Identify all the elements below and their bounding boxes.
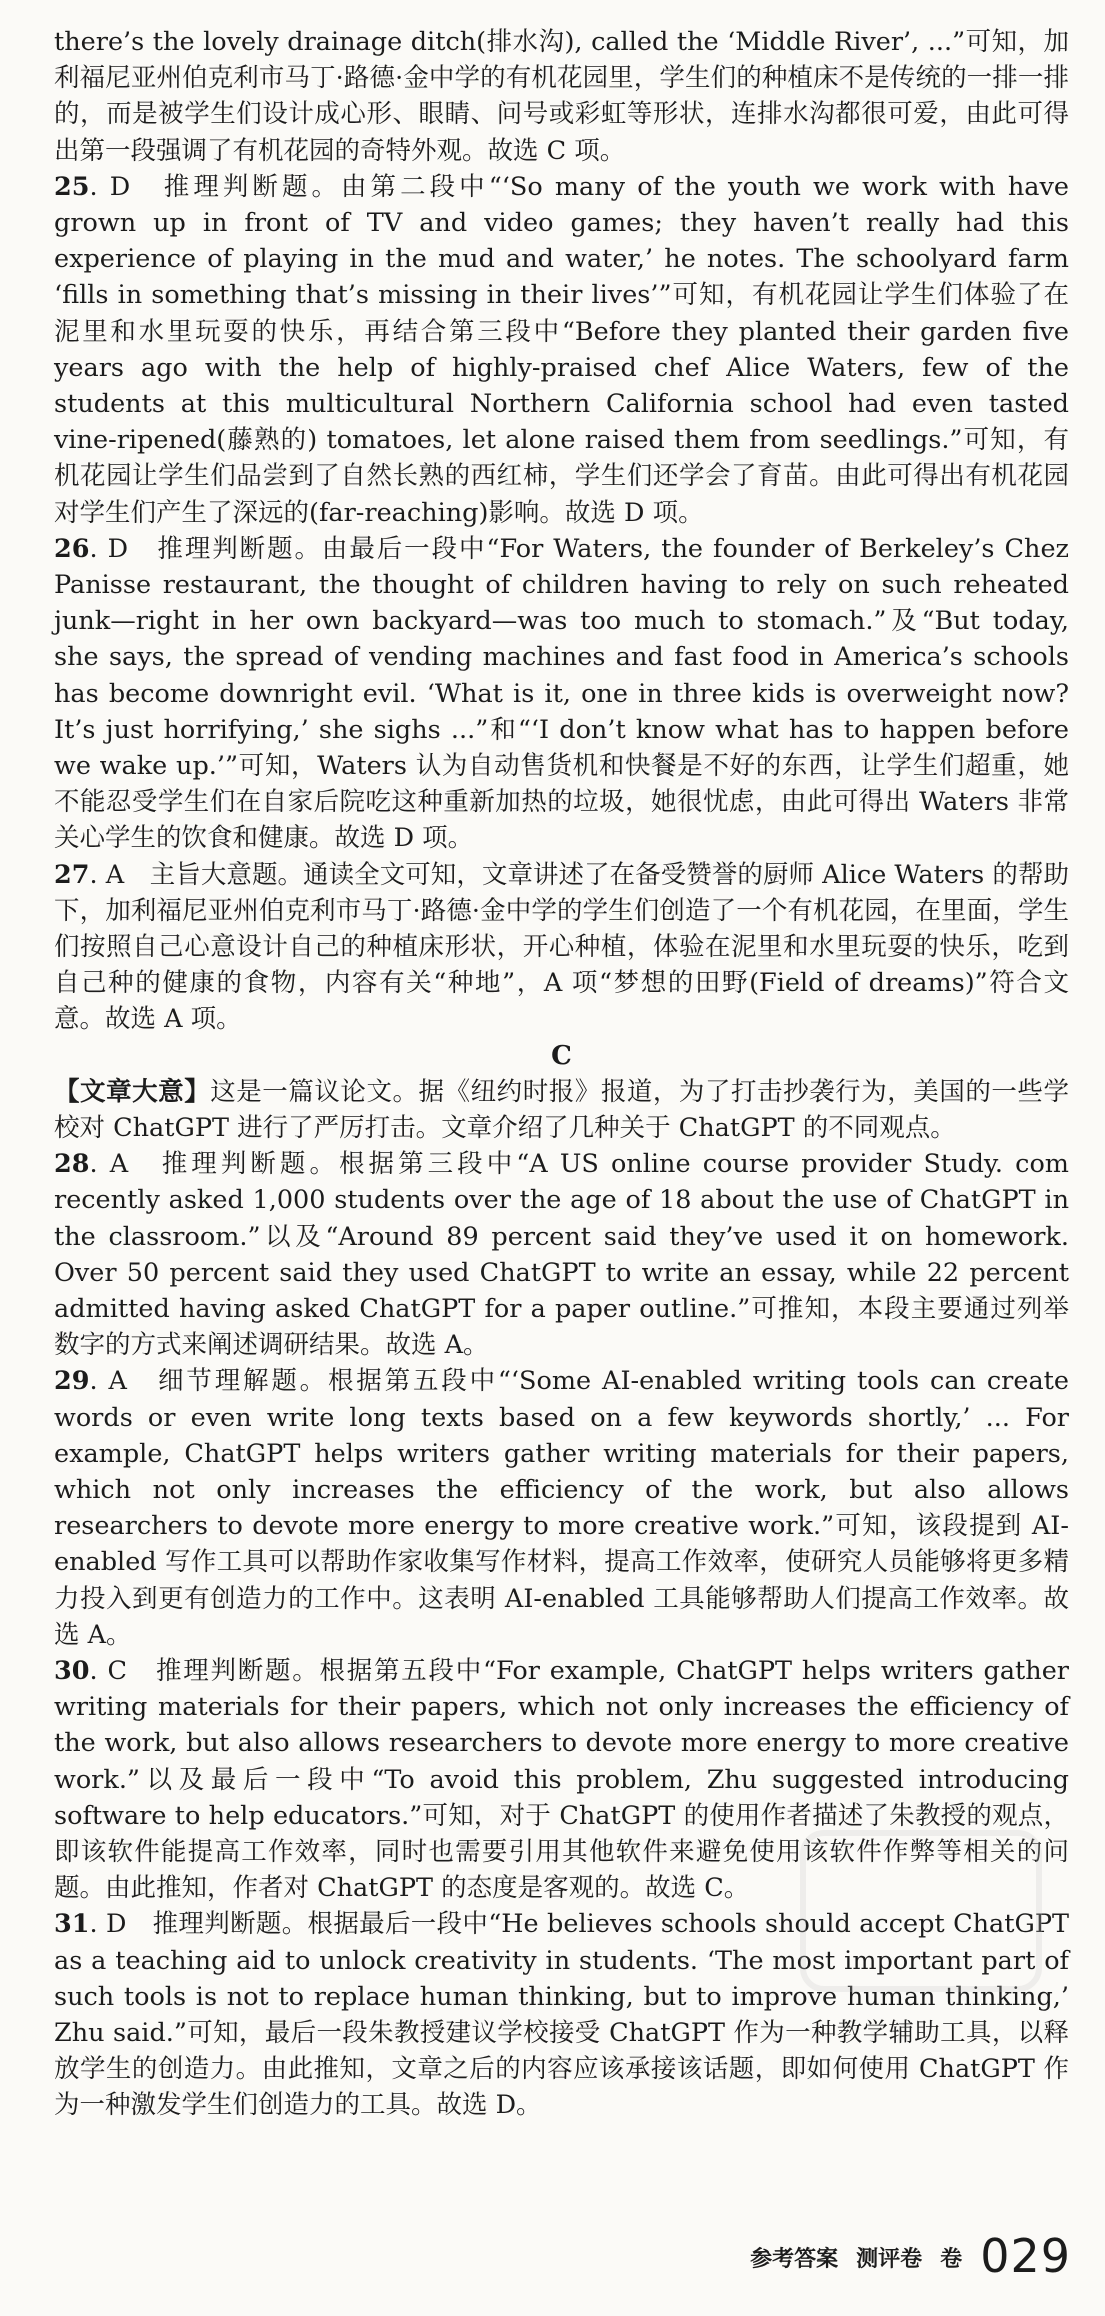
article-summary bbox=[54, 1074, 1069, 1146]
question-number: 31 bbox=[54, 1909, 90, 1940]
paragraph-text: . A 细节理解题。根据第五段中“‘Some AI-enabled writing tools can create words or even write long texts based on a few keywords shortly,’ ... For example, ChatGPT helps writers gather writing materials for their papers, which not only increases the efficiency of the work, but also allows researchers to devote more energy to more creative work.”可知，该段提到 AI-enabled 写作工具可以帮助作家收集写作材料，提高工作效率，使研究人员能够将更多精力投入到更有创造力的工作中。这表明 AI-enabled 工具能够帮助人们提高工作效率。故选 A。 bbox=[54, 1366, 1069, 1650]
footer-label-test: 测评卷 bbox=[856, 2247, 923, 2272]
paragraph-text: . A 主旨大意题。通读全文可知，文章讲述了在备受赞誉的厨师 Alice Waters 的帮助下，加利福尼亚州伯克利市马丁·路德·金中学的学生们创造了一个有机花园，在里面，学生们按照自己心意设计自己的种植床形状，开心种植，体验在泥里和水里玩耍的快乐，吃到自己种的健康的食物，内容有关“种地”，A 项“梦想的田野(Field of dreams)”符合文意。故选 A 项。 bbox=[54, 859, 1069, 1035]
question-number: 28 bbox=[54, 1149, 90, 1180]
summary-tag: 【文章大意】 bbox=[54, 1076, 211, 1107]
page-footer bbox=[750, 2229, 1071, 2283]
paragraph-text: . D 推理判断题。由最后一段中“For Waters, the founder of Berkeley’s Chez Panisse restaurant, the thought of children having to rely on such reheated junk—right in her own backyard—was too much to stomach.”及“But today, she says, the spread of vending machines and fast food in America’s schools has become downright evil. ‘What is it, one in three kids is overweight now? It’s just horrifying,’ she sighs ...”和“‘I don’t know what has to happen before we wake up.’”可知，Waters 认为自动售货机和快餐是不好的东西，让学生们超重，她不能忍受学生们在自家后院吃这种重新加热的垃圾，她很忧虑，由此可得出 Waters 非常关心学生的饮食和健康。故选 D 项。 bbox=[54, 533, 1069, 854]
paragraph-text: . A 推理判断题。根据第三段中“A US online course provider Study. com recently asked 1,000 students over the age of 18 about the use of ChatGPT in the classroom.”以及“Around 89 percent said they’ve used it on homework. Over 50 percent said they used ChatGPT to write an essay, while 22 percent admitted having asked ChatGPT for a paper outline.”可推知，本段主要通过列举数字的方式来阐述调研结果。故选 A。 bbox=[54, 1149, 1069, 1361]
question-number: 29 bbox=[54, 1366, 90, 1397]
section-heading: C bbox=[551, 1040, 572, 1071]
question-number: 25 bbox=[54, 171, 90, 202]
answer-paragraph-28 bbox=[54, 1146, 1069, 1363]
paragraph-text: there’s the lovely drainage ditch(排水沟), called the ‘Middle River’, ...”可知，加利福尼亚州伯克利市马丁·路德·金中学的有机花园里，学生们的种植床不是传统的一排一排的，而是被学生们设计成心形、眼睛、问号或彩虹等形状，连排水沟都很可爱，由此可得出第一段强调了有机花园的奇特外观。故选 C 项。 bbox=[54, 27, 1069, 166]
question-number: 30 bbox=[54, 1655, 90, 1686]
answer-paragraph-27 bbox=[54, 857, 1069, 1038]
watermark-stamp bbox=[800, 1830, 1042, 1992]
page-number: 029 bbox=[980, 2229, 1071, 2283]
paragraph-text: . C 推理判断题。根据第五段中“For example, ChatGPT helps writers gather writing materials for their papers, which not only increases the efficiency of the work, but also allows researchers to devote more energy to more creative work.”以及最后一段中“To avoid this problem, Zhu suggested introducing software to help educators.”可知，对于 ChatGPT 的使用作者描述了朱教授的观点，即该软件能提高工作效率，同时也需要引用其他软件来避免使用该软件作弊等相关的问题。由此推知，作者对 ChatGPT 的态度是客观的。故选 C。 bbox=[54, 1655, 1069, 1904]
answer-paragraph-29 bbox=[54, 1363, 1069, 1653]
footer-label-volume: 卷 bbox=[940, 2247, 963, 2272]
footer-label-answers: 参考答案 bbox=[750, 2247, 839, 2272]
question-number: 27 bbox=[54, 859, 90, 890]
answer-paragraph-25 bbox=[54, 169, 1069, 531]
paragraph-text: . D 推理判断题。根据最后一段中“He believes schools should accept ChatGPT as a teaching aid to unlock creativity in students. ‘The most important part of such tools is not to replace human thinking, but to improve human thinking,’ Zhu said.”可知，最后一段朱教授建议学校接受 ChatGPT 作为一种教学辅助工具，以释放学生的创造力。由此推知，文章之后的内容应该承接该话题，即如何使用 ChatGPT 作为一种激发学生们创造力的工具。故选 D。 bbox=[54, 1909, 1069, 2121]
paragraph-text: . D 推理判断题。由第二段中“‘So many of the youth we work with have grown up in front of TV and video games; they haven’t really had this experience of playing in the mud and water,’ he notes. The schoolyard farm ‘fills in something that’s missing in their lives’”可知，有机花园让学生们体验了在泥里和水里玩耍的快乐，再结合第三段中“Before they planted their garden five years ago with the help of highly-praised chef Alice Waters, few of the students at this multicultural Northern California school had even tasted vine-ripened(藤熟的) tomatoes, let alone raised them from seedlings.”可知，有机花园让学生们品尝到了自然长熟的西红柿，学生们还学会了育苗。由此可得出有机花园对学生们产生了深远的(far-reaching)影响。故选 D 项。 bbox=[54, 171, 1069, 528]
answer-paragraph-24-continued bbox=[54, 24, 1069, 169]
summary-text: 这是一篇议论文。据《纽约时报》报道，为了打击抄袭行为，美国的一些学校对 ChatGPT 进行了严厉打击。文章介绍了几种关于 ChatGPT 的不同观点。 bbox=[54, 1076, 1069, 1143]
question-number: 26 bbox=[54, 533, 90, 564]
answer-paragraph-26 bbox=[54, 531, 1069, 857]
